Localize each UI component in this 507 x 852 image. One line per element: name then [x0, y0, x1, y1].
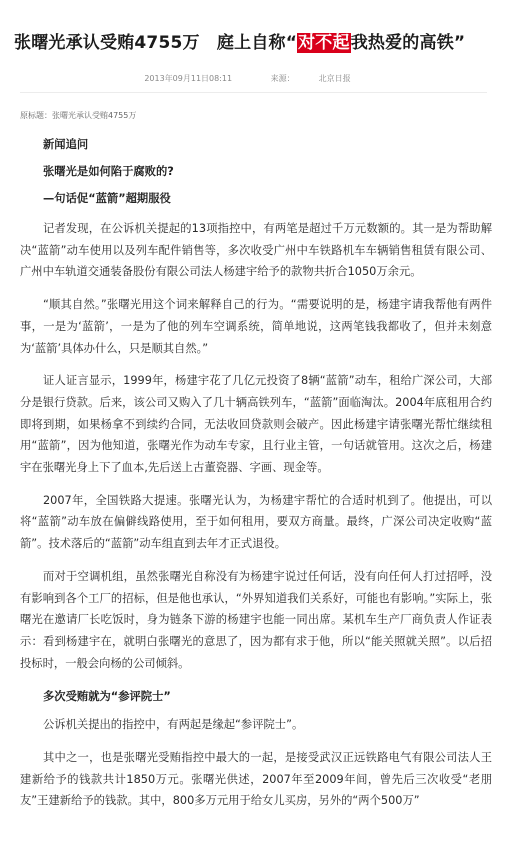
meta-divider [20, 92, 487, 93]
source-label: 来源： [270, 74, 295, 83]
paragraph-4: 2007年，全国铁路大提速。张曙光认为，为杨建宇帮忙的合适时机到了。他提出，可以将“蓝箭”动车放在偏僻线路使用，至于如何租用，要双方商量。最终，广深公司决定收购“蓝箭”。技术落后的“蓝箭”动车组直到去年才正式退役。 [20, 493, 492, 551]
title-highlight: 对不起 [298, 33, 350, 53]
paragraph-3: 证人证言显示，1999年，杨建宇花了几亿元投资了8辆“蓝箭”动车，租给广深公司，大部分是银行贷款。后来，该公司又购入了几十辆高铁列车，“蓝箭”面临淘汰。2004年底租用合约即将到期，如果杨拿不到续约合同，无法收回贷款则会破产。因此杨建宇请张曙光帮忙继续租用“蓝箭”，因为他知道，张曙光作为动车专家，且行业主管，一句话就管用。这次之后，杨建宇在张曙光身上下了血本,先后送上古董瓷器、字画、现金等。 [20, 374, 492, 475]
source-name[interactable]: 北京日报 [318, 74, 351, 83]
subheading-academician: 多次受贿就为“参评院士” [43, 690, 171, 704]
title-prefix: 张曙光承认受贿4755万 庭上自称“ [14, 33, 298, 53]
paragraph-6: 公诉机关提出的指控中，有两起是缘起“参评院士”。 [43, 718, 304, 732]
section-heading-news: 新闻追问 [43, 138, 89, 151]
subheading-lanjian: —句话促“蓝箭”超期服役 [43, 192, 171, 205]
paragraph-2: “顺其自然。”张曙光用这个词来解释自己的行为。“需要说明的是，杨建宇请我帮他有两件事，一是为‘蓝箭’，一是为了他的列车空调系统，简单地说，这两笔钱我都收了，但并未刻意为‘蓝箭’具体办什么，只是顺其自然。” [20, 298, 492, 355]
title-suffix: 我热爱的高铁” [350, 33, 466, 53]
question-heading: 张曙光是如何陷于腐败的? [43, 165, 174, 178]
source-line [259, 74, 363, 83]
paragraph-5: 而对于空调机组，虽然张曙光自称没有为杨建宇说过任何话，没有向任何人打过招呼，没有影响到各个工厂的招标，但是他也承认，“外界知道我们关系好，可能也有影响。”实际上，张曙光在邀请厂长吃饭时，身为链条下游的杨建宇也能一同出席。某机车生产厂商负责人作证表示：看到杨建宇在，就明白张曙光的意思了，因为都有求于他，所以“能关照就关照”。以后招投标时，一般会向杨的公司倾斜。 [20, 569, 492, 670]
article-body [20, 133, 492, 823]
paragraph-1: 记者发现，在公诉机关提起的13项指控中，有两笔是超过千万元数额的。其一是为帮助解决“蓝箭”动车使用以及列车配件销售等，多次收受广州中车铁路机车车辆销售租赁有限公司、广州中车轨道交通装备股份有限公司法人杨建宇给予的款物共折合1050万余元。 [20, 222, 492, 279]
article-title [14, 32, 494, 54]
paragraph-7: 其中之一，也是张曙光受贿指控中最大的一起，是接受武汉正远铁路电气有限公司法人王建新给予的钱款共计1850万元。张曙光供述，2007年至2009年间，曾先后三次收受“老朋友”王建新给予的钱款。其中，800多万元用于给女儿买房，另外的“两个500万” [20, 751, 492, 808]
article-meta [0, 74, 507, 84]
publish-date: 2013年09月11日08:11 [144, 74, 233, 83]
original-title: 原标题：张曙光承认受贿4755万 [20, 111, 137, 120]
